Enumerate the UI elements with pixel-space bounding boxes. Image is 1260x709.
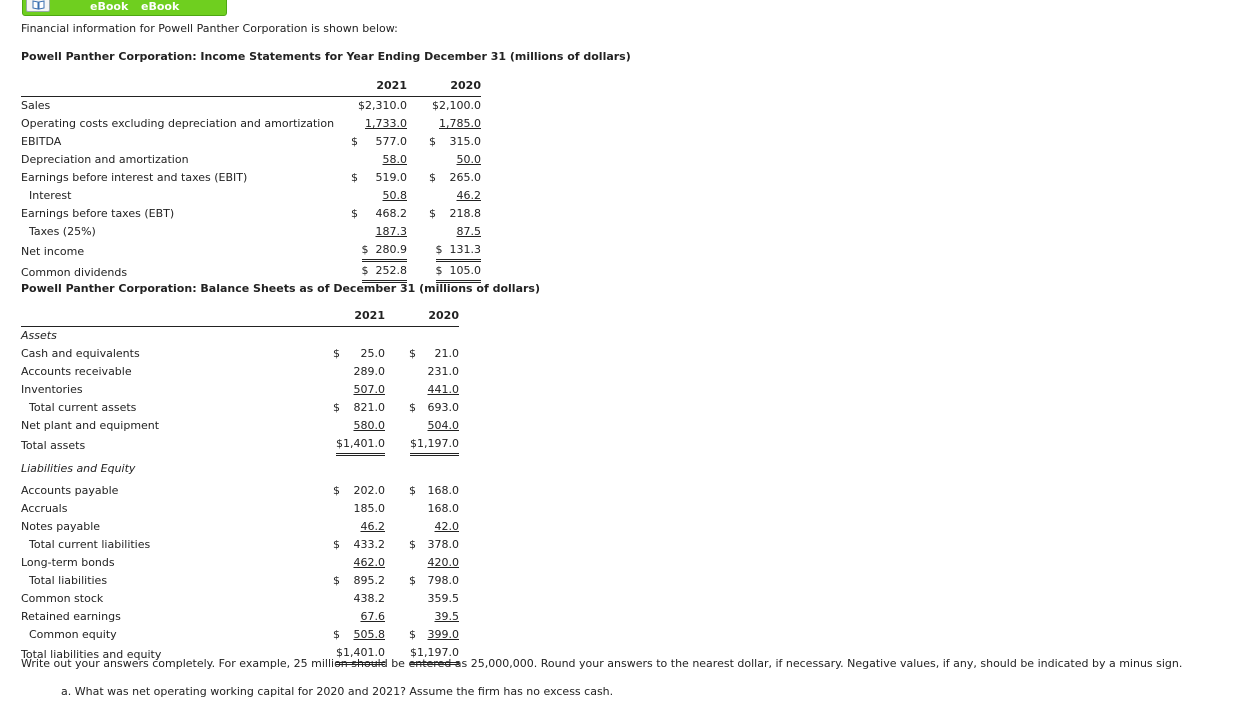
currency-sign: $ <box>351 171 358 184</box>
value-2021: $2,310.0 <box>358 99 407 112</box>
row-label: Total assets <box>21 438 86 452</box>
value-2021: $1,401.0 <box>336 435 385 456</box>
table-row <box>21 345 459 363</box>
row-label: Cash and equivalents <box>21 347 140 360</box>
currency-sign: $ <box>409 628 416 641</box>
book-icon[interactable] <box>26 0 50 12</box>
currency-sign: $ <box>429 135 436 148</box>
value-2021: 895.2 <box>353 574 385 587</box>
value-2020: 131.3 <box>449 243 481 256</box>
table-row <box>21 417 459 435</box>
intro-text: Financial information for Powell Panther Corporation is shown below: <box>21 22 398 35</box>
row-label: Operating costs excluding depreciation and amortization <box>21 117 335 130</box>
value-2021: 67.6 <box>360 610 385 623</box>
section-header-row <box>21 456 459 482</box>
currency-sign: $ <box>333 538 340 551</box>
question-a: a. What was net operating working capital for 2020 and 2021? Assume the firm has no excess cash. <box>61 685 614 698</box>
value-2020: 168.0 <box>427 484 459 497</box>
table-row <box>21 262 481 283</box>
value-2020: 693.0 <box>427 401 459 414</box>
currency-sign: $ <box>409 574 416 587</box>
year-header: 2021 <box>333 306 385 327</box>
currency-sign: $ <box>333 484 340 497</box>
currency-sign: $ <box>361 264 369 277</box>
table-row <box>21 363 459 381</box>
row-label: Common dividends <box>21 265 128 279</box>
row-label: Depreciation and amortization <box>21 153 189 166</box>
currency-sign: $ <box>333 574 340 587</box>
header-spacer <box>21 306 333 327</box>
value-2021: 50.8 <box>382 189 407 202</box>
currency-sign: $ <box>351 135 358 148</box>
value-2021: 187.3 <box>375 225 407 238</box>
value-2021: $1,401.0 <box>336 644 385 665</box>
value-2020: 441.0 <box>427 383 459 396</box>
row-label: Total current liabilities <box>29 538 151 551</box>
row-label: Earnings before interest and taxes (EBIT) <box>21 171 248 184</box>
assets-header: Assets <box>21 329 57 342</box>
value-2020: 504.0 <box>427 419 459 432</box>
table-row <box>21 500 459 518</box>
table-row <box>21 133 481 151</box>
balance-sheet-table <box>21 306 459 665</box>
currency-sign: $ <box>333 628 340 641</box>
year-header: 2020 <box>407 76 481 97</box>
table-row <box>21 626 459 644</box>
row-label: Retained earnings <box>21 610 121 623</box>
value-2021: 507.0 <box>353 383 385 396</box>
value-2020: 1,785.0 <box>439 117 481 130</box>
value-2021: 433.2 <box>353 538 385 551</box>
year-header: 2020 <box>385 306 459 327</box>
table-row <box>21 536 459 554</box>
row-label: Interest <box>29 189 72 202</box>
value-2021: 46.2 <box>360 520 385 533</box>
table-row <box>21 482 459 500</box>
value-2020: 231.0 <box>427 365 459 378</box>
value-2021: 468.2 <box>375 207 407 220</box>
income-statement-table <box>21 76 481 283</box>
currency-sign: $ <box>409 484 416 497</box>
value-2020: 87.5 <box>456 225 481 238</box>
row-label: Total liabilities and equity <box>21 647 162 661</box>
table-row <box>21 590 459 608</box>
value-2021: 252.8 <box>375 264 407 277</box>
row-label: Accruals <box>21 502 68 515</box>
currency-sign: $ <box>409 538 416 551</box>
header-spacer <box>21 76 351 97</box>
value-2021: 438.2 <box>353 592 385 605</box>
table-row <box>21 241 481 262</box>
table-row <box>21 608 459 626</box>
year-header: 2021 <box>351 76 407 97</box>
table-row <box>21 115 481 133</box>
table-row <box>21 572 459 590</box>
value-2020: $1,197.0 <box>410 644 459 665</box>
currency-sign: $ <box>333 401 340 414</box>
row-label: Accounts payable <box>21 484 119 497</box>
table-row <box>21 187 481 205</box>
liabilities-header: Liabilities and Equity <box>21 462 136 475</box>
row-label: Common equity <box>29 628 117 641</box>
value-2021: 577.0 <box>375 135 407 148</box>
row-label: Common stock <box>21 592 104 605</box>
value-2021: 462.0 <box>353 556 385 569</box>
value-2020: 420.0 <box>427 556 459 569</box>
value-2021: 821.0 <box>353 401 385 414</box>
row-label: Earnings before taxes (EBT) <box>21 207 175 220</box>
table-row <box>21 435 459 456</box>
ebook-bar[interactable] <box>22 0 227 16</box>
currency-sign: $ <box>351 207 358 220</box>
value-2021: 580.0 <box>353 419 385 432</box>
row-label: Inventories <box>21 383 83 396</box>
value-2020: 168.0 <box>427 502 459 515</box>
table-row <box>21 554 459 572</box>
currency-sign: $ <box>333 347 340 360</box>
value-2021: 1,733.0 <box>365 117 407 130</box>
row-label: Net income <box>21 244 85 258</box>
value-2021: 519.0 <box>375 171 407 184</box>
row-label: Notes payable <box>21 520 101 533</box>
currency-sign: $ <box>435 243 443 256</box>
instructions-text: Write out your answers completely. For example, 25 million should be entered as 25,000,000. Round your answers to the nearest dollar, if necessary. Negative values, if any, should be indicated by a minus sign. <box>21 657 1183 670</box>
value-2021: 25.0 <box>360 347 385 360</box>
table-row <box>21 518 459 536</box>
value-2021: 202.0 <box>353 484 385 497</box>
value-2021: 280.9 <box>375 243 407 256</box>
row-label: Total liabilities <box>29 574 108 587</box>
value-2020: $1,197.0 <box>410 435 459 456</box>
currency-sign: $ <box>409 347 416 360</box>
row-label: Sales <box>21 99 51 112</box>
row-label: Total current assets <box>29 401 137 414</box>
row-label: Accounts receivable <box>21 365 132 378</box>
balance-sheet-title: Powell Panther Corporation: Balance Sheets as of December 31 (millions of dollars) <box>21 282 541 295</box>
value-2020: 315.0 <box>449 135 481 148</box>
table-header-row <box>21 76 481 97</box>
currency-sign: $ <box>361 243 369 256</box>
row-label: Taxes (25%) <box>29 225 96 238</box>
value-2020: 378.0 <box>427 538 459 551</box>
ebook-link[interactable]: eBook <box>141 0 180 13</box>
table-row <box>21 97 481 116</box>
value-2020: 105.0 <box>449 264 481 277</box>
currency-sign: $ <box>409 401 416 414</box>
value-2020: 50.0 <box>456 153 481 166</box>
value-2021: 289.0 <box>353 365 385 378</box>
currency-sign: $ <box>429 207 436 220</box>
table-row <box>21 381 459 399</box>
row-label: Long-term bonds <box>21 556 115 569</box>
value-2020: 359.5 <box>427 592 459 605</box>
table-row <box>21 223 481 241</box>
table-row <box>21 169 481 187</box>
value-2020: 39.5 <box>434 610 459 623</box>
value-2020: 42.0 <box>434 520 459 533</box>
table-row <box>21 399 459 417</box>
value-2020: 218.8 <box>449 207 481 220</box>
row-label: EBITDA <box>21 135 62 148</box>
table-header-row <box>21 306 459 327</box>
row-label: Net plant and equipment <box>21 419 160 432</box>
value-2020: 265.0 <box>449 171 481 184</box>
value-2020: 798.0 <box>427 574 459 587</box>
currency-sign: $ <box>435 264 443 277</box>
value-2021: 505.8 <box>353 628 385 641</box>
income-statement-title: Powell Panther Corporation: Income Statements for Year Ending December 31 (millions of dollars) <box>21 50 631 63</box>
ebook-link[interactable]: eBook <box>90 0 129 13</box>
value-2021: 58.0 <box>382 153 407 166</box>
value-2020: $2,100.0 <box>432 99 481 112</box>
table-row <box>21 205 481 223</box>
value-2020: 21.0 <box>434 347 459 360</box>
value-2020: 399.0 <box>427 628 459 641</box>
table-row <box>21 151 481 169</box>
currency-sign: $ <box>429 171 436 184</box>
value-2020: 46.2 <box>456 189 481 202</box>
section-header-row <box>21 327 459 346</box>
value-2021: 185.0 <box>353 502 385 515</box>
